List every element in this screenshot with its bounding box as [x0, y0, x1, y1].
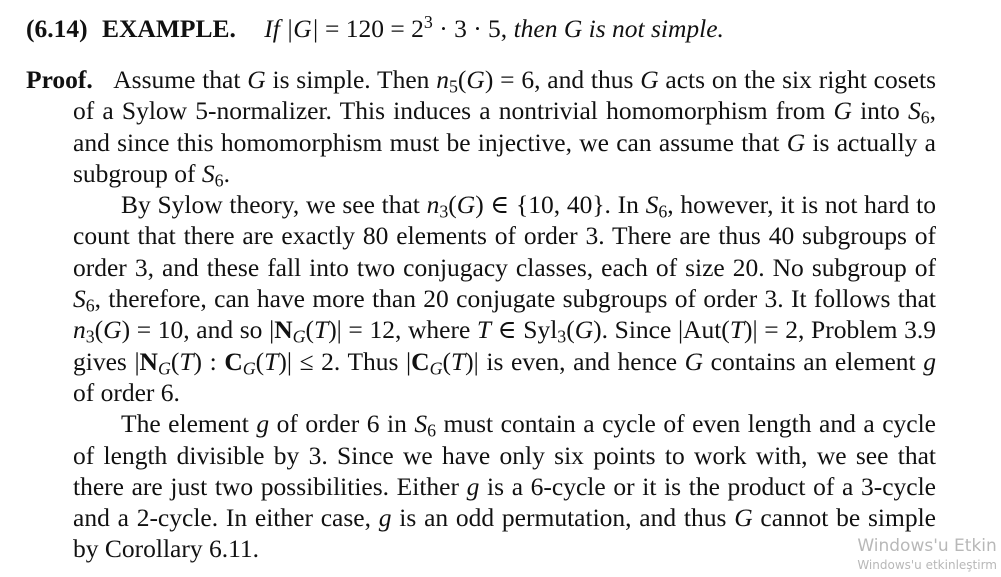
proof-label: Proof. [26, 65, 93, 94]
watermark-line-1: Windows'u Etkin [857, 536, 997, 556]
watermark-line-2: Windows'u etkinleştirm [857, 558, 997, 572]
proof-paragraph-1: Proof. Assume that G is simple. Then $n_5(G) = 6$, and thus G acts on the six right cosets of a Sylow 5-normalizer. This induces a nontrivial homomorphism from G into $S_6$, and since this homomorphism must be injective, we can assume that G is actually a subgroup of $S_6$. [26, 65, 936, 191]
example-number: (6.14) [26, 14, 88, 43]
proof-paragraph-3: The element g of order 6 in $S_6$ must contain a cycle of even length and a cycle of length divisible by 3. Since we have only six points to work with, we see that there are just two possibilities. Either g is a 6-cycle or it is the product of a 3-cycle and a 2-cycle. In either case, g is an odd permutation, and thus G cannot be simple by Corollary 6.11. [73, 409, 936, 564]
windows-activation-watermark [857, 536, 997, 572]
example-heading: EXAMPLE. [101, 14, 236, 43]
proof-body [26, 64, 936, 565]
proof-paragraph-2: By Sylow theory, we see that $n_3(G)$ ∈ {10, 40}. In $S_6$, however, it is not hard to count that there are exactly 80 elements of order 3. There are thus 40 subgroups of order 3, and these fall into two conjugacy classes, each of size 20. No subgroup of $S_6$, therefore, can have more than 20 conjugate subgroups of order 3. It follows that $n_3(G) = 10$, and so $|N_G(T)| = 12$, where T ∈ Syl$_3$(G). Since |Aut(T)| = 2, Problem 3.9 gives $|N_G(T)$ : $C_G(T)| \le 2$. Thus $|C_G(T)|$ is even, and hence G contains an element g of order 6. [73, 190, 936, 407]
example-text: If $|G| = 120 = 2^3 \cdot 3 \cdot 5$, then G is not simple. [264, 12, 724, 43]
example-statement [26, 14, 986, 44]
